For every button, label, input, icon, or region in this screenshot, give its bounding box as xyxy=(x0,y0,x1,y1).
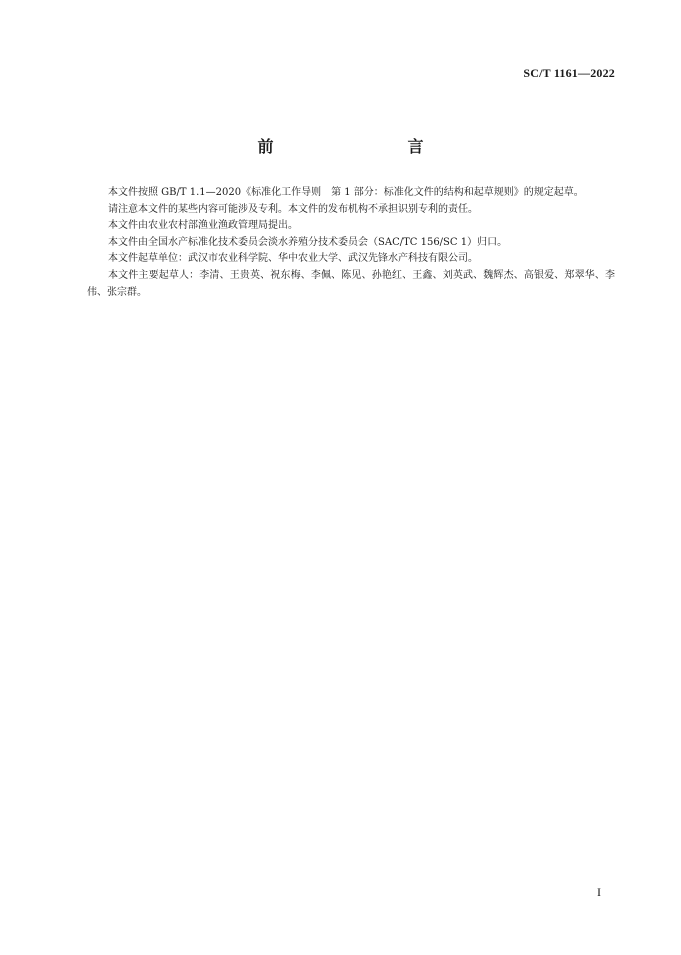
page-title: 前 言 xyxy=(257,137,458,156)
paragraph-patent-notice: 请注意本文件的某些内容可能涉及专利。本文件的发布机构不承担识别专利的责任。 xyxy=(108,203,478,215)
paragraph-drafting-basis: 本文件按照 GB/T 1.1—2020《标准化工作导则 第 1 部分：标准化文件的结构和起草规则》的规定起草。 xyxy=(108,187,584,198)
paragraph-drafters: 本文件主要起草人：李清、王贵英、祝东梅、李佩、陈见、孙艳红、王鑫、刘英武、魏辉杰、高银爱、郑翠华、李伟、张宗群。 xyxy=(87,269,615,298)
page-number: I xyxy=(597,885,601,899)
paragraph-proposer: 本文件由农业农村部渔业渔政管理局提出。 xyxy=(108,220,298,232)
standard-code: SC/T 1161—2022 xyxy=(523,66,615,80)
paragraph-technical-committee: 本文件由全国水产标准化技术委员会淡水养殖分技术委员会（SAC/TC 156/SC 1）归口。 xyxy=(108,236,508,248)
foreword-body xyxy=(87,185,615,301)
paragraph-drafting-units: 本文件起草单位：武汉市农业科学院、华中农业大学、武汉先锋水产科技有限公司。 xyxy=(108,253,478,265)
